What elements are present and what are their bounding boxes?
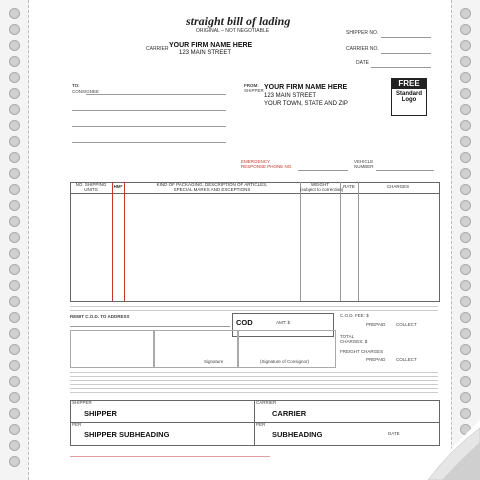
tractor-hole-icon xyxy=(460,8,471,19)
tractor-hole-icon xyxy=(9,328,20,339)
per-label-2: PER xyxy=(256,422,266,427)
prepaid-1: PREPAID xyxy=(366,322,386,327)
signature-block xyxy=(70,400,440,446)
carrier-no-label: CARRIER NO. xyxy=(346,46,379,52)
col-hazmat: HM* xyxy=(113,184,123,189)
carrier-subheading: SUBHEADING xyxy=(272,430,323,439)
tractor-hole-icon xyxy=(9,392,20,403)
freight-charges-label: FREIGHT CHARGES xyxy=(340,349,384,354)
tractor-hole-icon xyxy=(9,440,20,451)
tractor-hole-icon xyxy=(9,72,20,83)
from-firm-city: YOUR TOWN, STATE AND ZIP xyxy=(264,101,348,107)
tractor-hole-icon xyxy=(460,376,471,387)
from-firm-street: 123 MAIN STREET xyxy=(264,93,317,99)
shipper-sig-label: SHIPPER xyxy=(72,400,92,405)
bill-of-lading-form xyxy=(36,10,444,472)
tractor-hole-icon xyxy=(460,88,471,99)
tractor-hole-icon xyxy=(460,72,471,83)
tractor-hole-icon xyxy=(460,248,471,259)
logo-free-text: FREE xyxy=(392,79,426,89)
items-table xyxy=(70,182,440,302)
tractor-hole-icon xyxy=(9,424,20,435)
total-charges-label: TOTAL CHARGES: $ xyxy=(340,334,368,344)
tractor-hole-icon xyxy=(460,360,471,371)
date-sig-label: DATE xyxy=(388,431,400,436)
certify-box xyxy=(154,330,238,368)
tractor-hole-icon xyxy=(9,200,20,211)
tractor-hole-icon xyxy=(460,152,471,163)
tractor-hole-icon xyxy=(9,152,20,163)
tractor-hole-icon xyxy=(9,360,20,371)
tractor-hole-icon xyxy=(9,264,20,275)
tractor-hole-icon xyxy=(9,376,20,387)
cod-fee-label: C.O.D. FEE: $ xyxy=(340,313,369,318)
tractor-hole-icon xyxy=(9,408,20,419)
tractor-hole-icon xyxy=(9,104,20,115)
date-label: DATE xyxy=(356,60,369,66)
tractor-hole-icon xyxy=(460,344,471,355)
col-description: KIND OF PACKAGING, DESCRIPTION OF ARTICLES, SPECIAL MARKS AND EXCEPTIONS xyxy=(156,182,268,192)
from-firm-name: YOUR FIRM NAME HERE xyxy=(264,84,348,91)
per-label-1: PER xyxy=(72,422,82,427)
tractor-hole-icon xyxy=(9,40,20,51)
tractor-hole-icon xyxy=(460,232,471,243)
tractor-hole-icon xyxy=(460,296,471,307)
signature-label: Signature xyxy=(204,359,224,364)
free-standard-logo xyxy=(391,78,427,116)
tractor-hole-icon xyxy=(460,328,471,339)
tractor-hole-icon xyxy=(9,280,20,291)
tractor-hole-icon xyxy=(460,24,471,35)
tractor-hole-icon xyxy=(460,120,471,131)
tractor-hole-icon xyxy=(9,56,20,67)
logo-logo-text: Logo xyxy=(401,97,417,103)
tractor-hole-icon xyxy=(9,456,20,467)
shipper-subheading: SHIPPER SUBHEADING xyxy=(84,430,170,439)
cod-amount-label: AMT: $ xyxy=(276,320,291,325)
tractor-hole-icon xyxy=(9,120,20,131)
prepaid-2: PREPAID xyxy=(366,357,386,362)
to-sub-label: CONSIGNEE xyxy=(72,89,100,94)
tractor-hole-icon xyxy=(9,88,20,99)
carrier-firm-name: YOUR FIRM NAME HERE xyxy=(169,42,253,49)
tractor-hole-icon xyxy=(460,408,471,419)
emergency-phone-label: EMERGENCY RESPONSE PHONE NO. xyxy=(241,159,293,169)
logo-standard-text: Standard xyxy=(395,91,422,97)
tractor-hole-icon xyxy=(9,296,20,307)
tractor-hole-icon xyxy=(460,280,471,291)
carrier-sig-label: CARRIER xyxy=(256,400,277,405)
col-weight: WEIGHT (subject to correction) xyxy=(300,182,344,192)
shipper-no-label: SHIPPER NO. xyxy=(346,30,379,36)
tractor-hole-icon xyxy=(460,312,471,323)
tractor-hole-icon xyxy=(9,248,20,259)
tractor-hole-icon xyxy=(460,392,471,403)
remit-cod-label: REMIT C.O.D. TO ADDRESS xyxy=(70,314,130,319)
col-rate: RATE xyxy=(343,184,355,189)
collect-1: COLLECT xyxy=(396,322,417,327)
carrier-firm-street: 123 MAIN STREET xyxy=(179,50,232,56)
carrier-sig-value: CARRIER xyxy=(272,409,307,418)
tractor-hole-icon xyxy=(9,184,20,195)
tractor-hole-icon xyxy=(9,8,20,19)
carrier-label: CARRIER xyxy=(146,46,169,52)
tractor-hole-icon xyxy=(460,104,471,115)
tractor-hole-icon xyxy=(9,312,20,323)
shipper-sig-value: SHIPPER xyxy=(84,409,117,418)
tractor-hole-icon xyxy=(9,232,20,243)
note-box xyxy=(70,330,154,368)
vehicle-number-label: VEHICLE NUMBER xyxy=(354,159,374,169)
tractor-hole-icon xyxy=(9,24,20,35)
col-charges: CHARGES xyxy=(386,184,410,189)
tractor-hole-icon xyxy=(460,40,471,51)
cod-label: COD xyxy=(236,318,253,327)
from-sub-label: SHIPPER xyxy=(244,88,264,93)
from-label: FROM: xyxy=(244,83,259,88)
tractor-hole-icon xyxy=(460,184,471,195)
tractor-hole-icon xyxy=(460,168,471,179)
tractor-hole-icon xyxy=(460,56,471,67)
consignor-signature-label: (Signature of Consignor) xyxy=(260,359,310,364)
col-shipping-units: NO. SHIPPING UNITS xyxy=(75,182,107,192)
tractor-hole-icon xyxy=(9,136,20,147)
tractor-hole-icon xyxy=(460,264,471,275)
tractor-hole-icon xyxy=(460,216,471,227)
tractor-hole-icon xyxy=(9,216,20,227)
form-subtitle: ORIGINAL – NOT NEGOTIABLE xyxy=(196,28,270,34)
tractor-hole-icon xyxy=(9,344,20,355)
to-label: TO: xyxy=(72,83,80,88)
tractor-hole-icon xyxy=(9,168,20,179)
tractor-hole-icon xyxy=(460,200,471,211)
tractor-hole-icon xyxy=(460,136,471,147)
form-title: straight bill of lading xyxy=(186,14,291,28)
collect-2: COLLECT xyxy=(396,357,417,362)
page-curl-icon xyxy=(420,420,480,480)
